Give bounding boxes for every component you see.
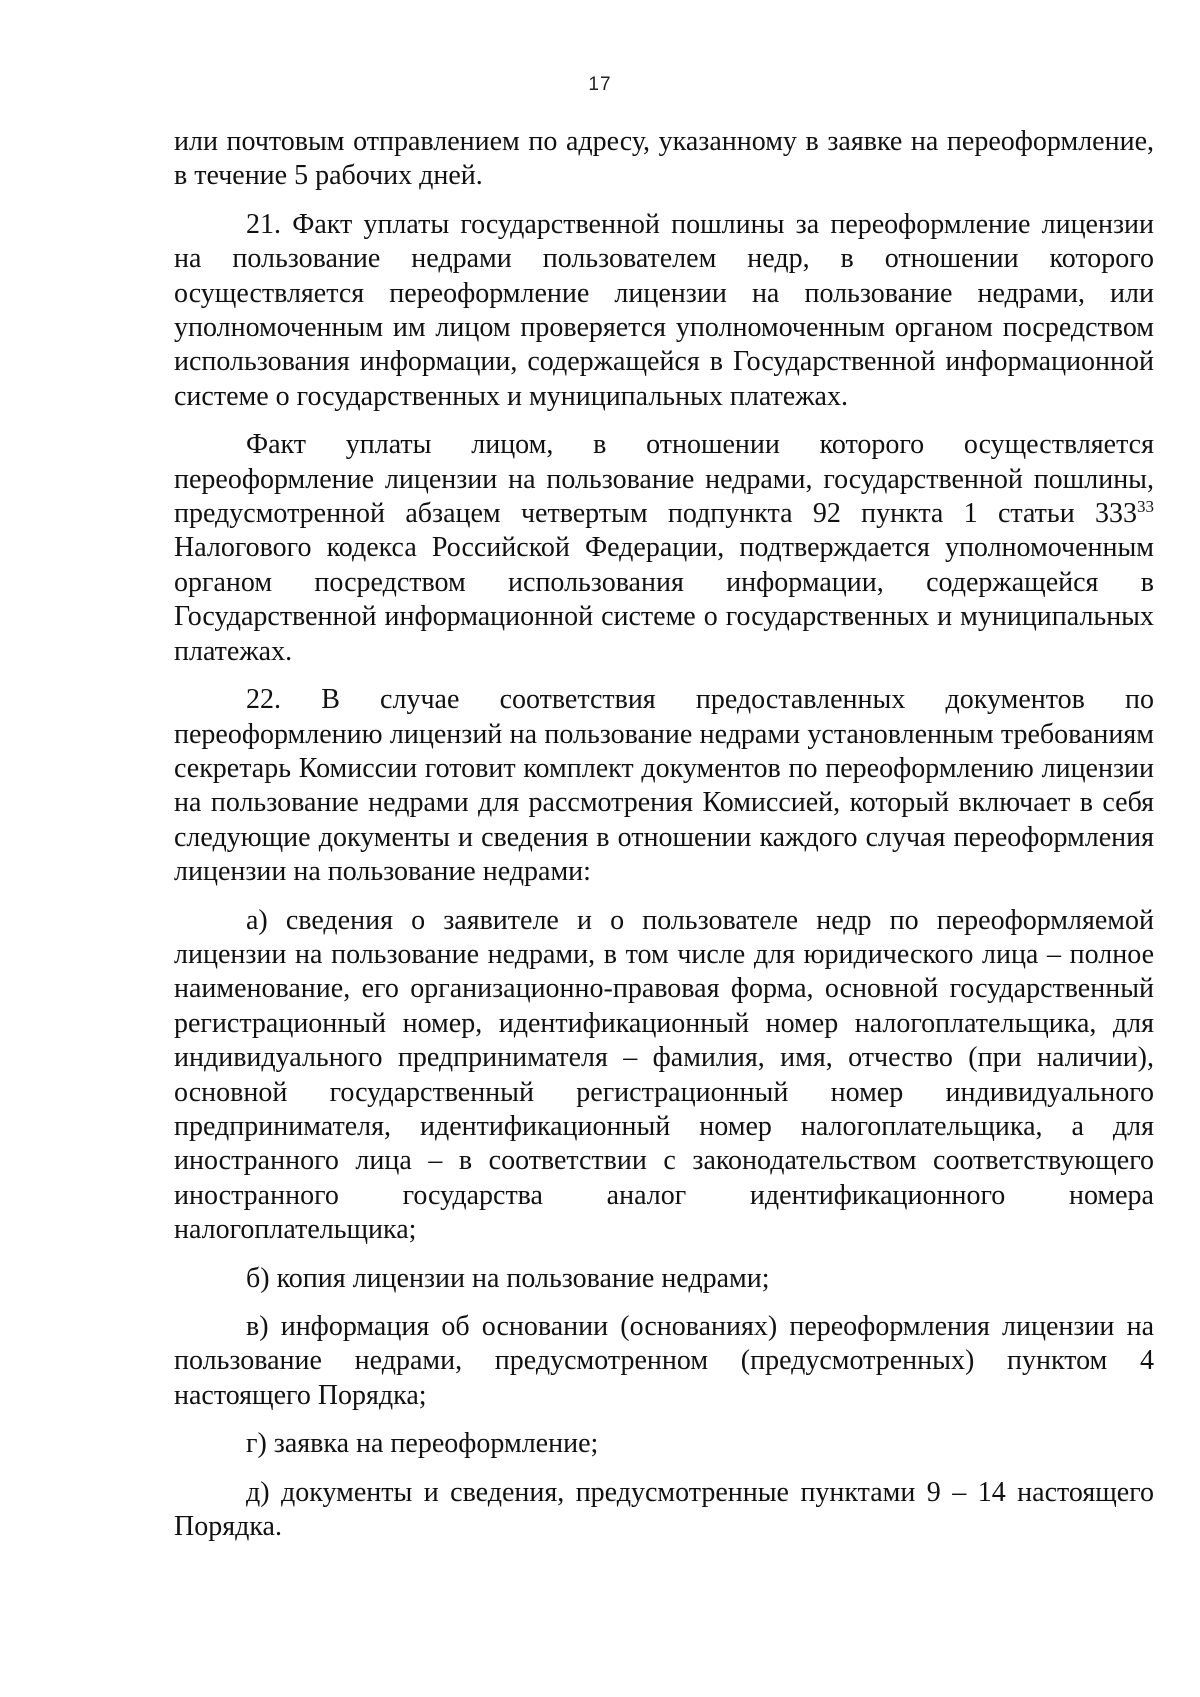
- paragraph-21: 21. Факт уплаты государственной пошлины за переоформление лицензии на пользование недрами пользователем недр, в отношении которого осуществляется переоформление лицензии на пользование недрами, или уполномоченным им лицом проверяется уполномоченным органом посредством использования информации, содержащейся в Государственной информационной системе о государственных и муниципальных платежах.: [174, 208, 1154, 412]
- page-number: 17: [588, 74, 612, 95]
- list-item-v: в) информация об основании (основаниях) переоформления лицензии на пользование недрами, предусмотренном (предусмотренных) пунктом 4 настоящего Порядка;: [174, 1311, 1154, 1411]
- document-body: [174, 125, 1154, 1558]
- paragraph-text: Факт уплаты лицом, в отношении которого осуществляется переоформление лицензии на пользование недрами, государственной пошлины, предусмотренной абзацем четвертым подпункта 92 пункта 1 статьи 333: [174, 429, 1154, 530]
- paragraph-text: Налогового кодекса Российской Федерации, подтверждается уполномоченным органом посредством использования информации, содержащейся в Государственной информационной системе о государственных и муниципальных платежах.: [174, 532, 1154, 667]
- article-superscript: 33: [1137, 497, 1154, 517]
- list-item-a: а) сведения о заявителе и о пользователе недр по переоформляемой лицензии на пользование недрами, в том числе для юридического лица – полное наименование, его организационно-правовая форма, основной государственный регистрационный номер, идентификационный номер налогоплательщика, для индивидуального предпринимателя – фамилия, имя, отчество (при наличии), основной государственный регистрационный номер индивидуального предпринимателя, идентификационный номер налогоплательщика, а для иностранного лица – в соответствии с законодательством соответствующего иностранного государства аналог идентификационного номера налогоплательщика;: [174, 904, 1154, 1246]
- paragraph-21-fee-payment: [174, 428, 1154, 669]
- paragraph-22: 22. В случае соответствия предоставленных документов по переоформлению лицензий на пользование недрами установленным требованиям секретарь Комиссии готовит комплект документов по переоформлению лицензии на пользование недрами для рассмотрения Комиссией, который включает в себя следующие документы и сведения в отношении каждого случая переоформления лицензии на пользование недрами:: [174, 684, 1154, 888]
- paragraph-continuation: или почтовым отправлением по адресу, указанному в заявке на переоформление, в течение 5 рабочих дней.: [174, 126, 1154, 192]
- list-item-d: д) документы и сведения, предусмотренные пунктами 9 – 14 настоящего Порядка.: [174, 1476, 1154, 1543]
- list-item-g: г) заявка на переоформление;: [246, 1428, 599, 1460]
- list-item-b: б) копия лицензии на пользование недрами;: [246, 1262, 770, 1294]
